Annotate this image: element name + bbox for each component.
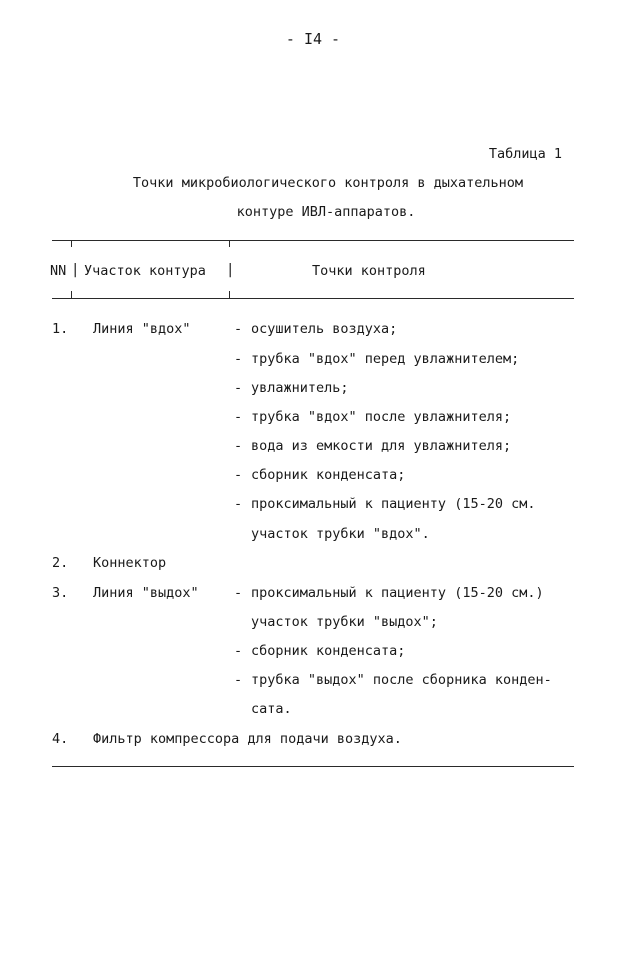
control-point-continuation: сата. [251, 701, 292, 717]
row-num: 1. [52, 321, 69, 337]
control-point: проксимальный к пациенту (15-20 см. [251, 496, 536, 512]
row-section: Фильтр компрессора для подачи воздуха. [93, 731, 402, 747]
bullet-dash: - [234, 438, 243, 454]
row-section: Линия "вдох" [93, 321, 191, 337]
bullet-dash: - [234, 321, 243, 337]
page-number: - I4 - [285, 30, 341, 48]
table-bottom-rule [52, 766, 574, 767]
row-section: Коннектор [93, 555, 167, 571]
bullet-dash: - [234, 409, 243, 425]
row-num: 4. [52, 731, 69, 747]
bullet-dash: - [234, 351, 243, 367]
header-separator: | [71, 262, 80, 278]
bullet-dash: - [234, 585, 243, 601]
header-num: NN [50, 263, 67, 279]
control-point: проксимальный к пациенту (15-20 см.) [251, 585, 544, 601]
control-point: трубка "выдох" после сборника конден- [251, 672, 552, 688]
header-bottom-tick [229, 291, 230, 298]
control-point-continuation: участок трубки "вдох". [251, 526, 430, 542]
header-top-tick [229, 240, 230, 247]
header-section: Участок контура [84, 263, 206, 279]
row-section: Линия "выдох" [93, 585, 199, 601]
header-points: Точки контроля [312, 263, 426, 279]
row-num: 3. [52, 585, 69, 601]
header-top-rule [52, 240, 574, 241]
control-point: вода из емкости для увлажнителя; [251, 438, 512, 454]
control-point: увлажнитель; [251, 380, 349, 396]
header-bottom-rule [52, 298, 574, 299]
control-point: сборник конденсата; [251, 467, 406, 483]
bullet-dash: - [234, 380, 243, 396]
row-num: 2. [52, 555, 69, 571]
header-bottom-tick [71, 291, 72, 298]
header-top-tick [71, 240, 72, 247]
control-point: трубка "вдох" после увлажнителя; [251, 409, 512, 425]
control-point: трубка "вдох" перед увлажнителем; [251, 351, 520, 367]
header-separator: | [226, 262, 235, 278]
bullet-dash: - [234, 672, 243, 688]
table-title-line-2: контуре ИВЛ-аппаратов. [236, 204, 416, 220]
control-point-continuation: участок трубки "выдох"; [251, 614, 438, 630]
bullet-dash: - [234, 467, 243, 483]
table-title-line-1: Точки микробиологического контроля в дыхательном [132, 175, 524, 191]
bullet-dash: - [234, 496, 243, 512]
control-point: осушитель воздуха; [251, 321, 398, 337]
control-point: сборник конденсата; [251, 643, 406, 659]
bullet-dash: - [234, 643, 243, 659]
table-label: Таблица 1 [488, 146, 562, 162]
